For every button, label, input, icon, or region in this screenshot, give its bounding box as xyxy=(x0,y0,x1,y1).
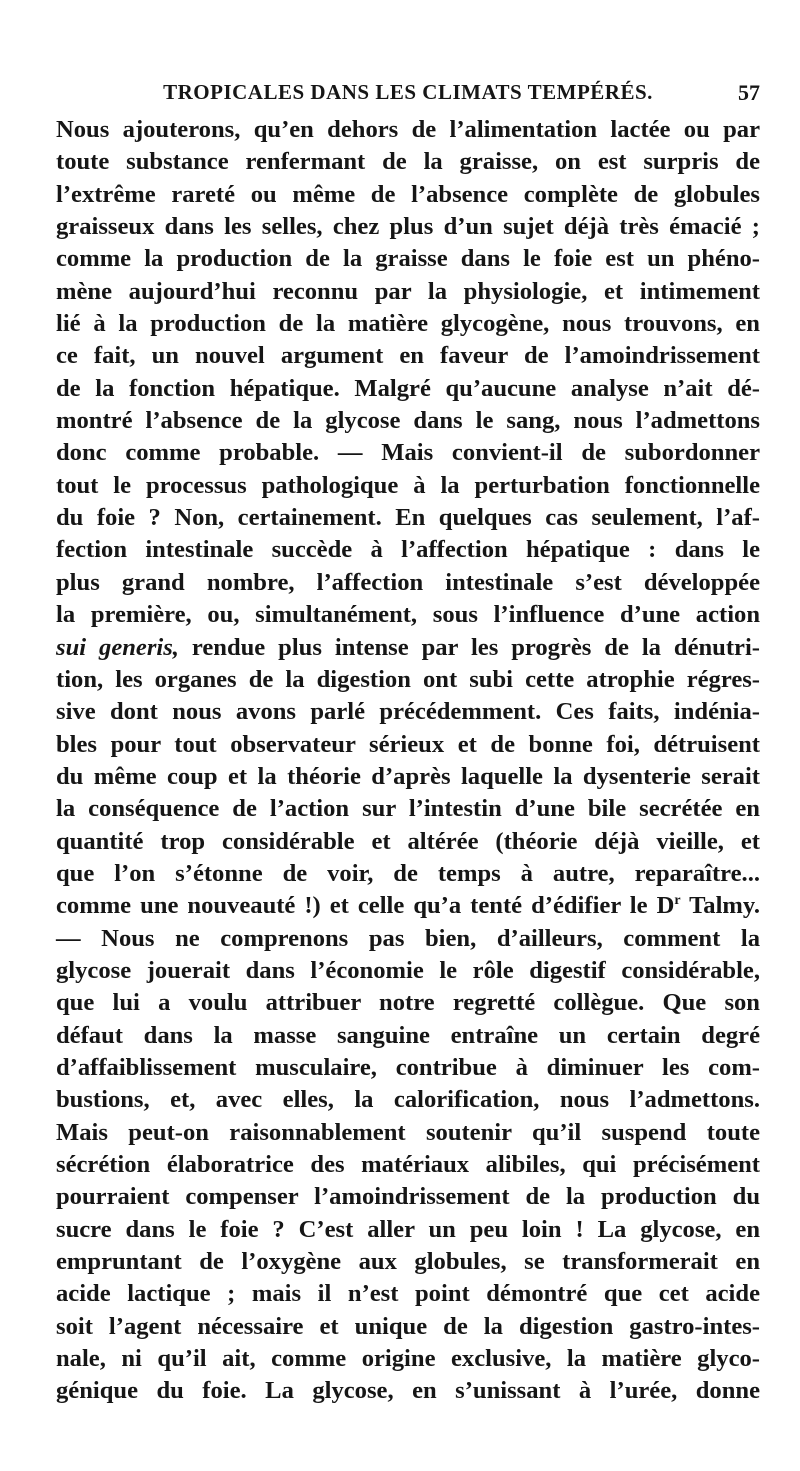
book-page xyxy=(56,78,760,1408)
text-line: comme la production de la graisse dans le foie est un phéno- xyxy=(56,245,760,273)
text-line: tout le processus pathologique à la perturbation fonctionnelle xyxy=(56,471,760,499)
doctor-name: Talmy. xyxy=(680,892,761,920)
text-line: acide lactique ; mais il n’est point démontré que cet acide xyxy=(56,1280,760,1308)
text-line: soit l’agent nécessaire et unique de la digestion gastro-intes- xyxy=(56,1312,760,1340)
text-line: la première, ou, simultanément, sous l’influence d’une action xyxy=(56,601,760,629)
text-line: toute substance renfermant de la graisse, on est surpris de xyxy=(56,148,760,176)
text-line: fection intestinale succède à l’affection hépatique : dans le xyxy=(56,536,760,564)
text-line-italic-phrase xyxy=(56,632,760,664)
text-line: défaut dans la masse sanguine entraîne un certain degré xyxy=(56,1021,760,1049)
running-title: TROPICALES DANS LES CLIMATS TEMPÉRÉS. xyxy=(163,80,653,104)
text-line: mène aujourd’hui reconnu par la physiologie, et intimement xyxy=(56,277,760,305)
text-line: plus grand nombre, l’affection intestinale s’est développée xyxy=(56,568,760,596)
text-line: donc comme probable. — Mais convient-il de subordonner xyxy=(56,439,760,467)
text-line: bles pour tout observateur sérieux et de bonne foi, détruisent xyxy=(56,730,760,758)
line-text: comme une nouveauté !) et celle qu’a tenté d’édifier le xyxy=(56,892,648,920)
text-line: d’affaiblissement musculaire, contribue à diminuer les com- xyxy=(56,1053,760,1081)
text-line: Nous ajouterons, qu’en dehors de l’alimentation lactée ou par xyxy=(56,116,760,143)
line-remainder: rendue plus intense par les progrès de la dénutri- xyxy=(178,633,760,661)
text-line: quantité trop considérable et altérée (théorie déjà vieille, et xyxy=(56,827,760,855)
latin-phrase: sui generis, xyxy=(56,633,179,661)
text-line-with-author xyxy=(56,890,760,922)
text-line: génique du foie. La glycose, en s’unissant à l’urée, donne xyxy=(56,1377,760,1405)
text-line: de la fonction hépatique. Malgré qu’aucune analyse n’ait dé- xyxy=(56,374,760,402)
text-line: du foie ? Non, certainement. En quelques cas seulement, l’af- xyxy=(56,504,760,532)
page-number: 57 xyxy=(738,80,760,105)
text-line: pourraient compenser l’amoindrissement de la production du xyxy=(56,1183,760,1211)
text-line: — Nous ne comprenons pas bien, d’ailleurs, comment la xyxy=(56,924,760,952)
text-line: sive dont nous avons parlé précédemment. Ces faits, indénia- xyxy=(56,698,760,726)
text-line: l’extrême rareté ou même de l’absence complète de globules xyxy=(56,180,760,208)
text-line: graisseux dans les selles, chez plus d’un sujet déjà très émacié ; xyxy=(56,213,760,241)
text-line: montré l’absence de la glycose dans le sang, nous l’admettons xyxy=(56,407,760,435)
body-text xyxy=(56,114,760,1408)
text-line: Mais peut-on raisonnablement soutenir qu’il suspend toute xyxy=(56,1118,760,1146)
text-line: tion, les organes de la digestion ont subi cette atrophie régres- xyxy=(56,665,760,693)
text-line: que l’on s’étonne de voir, de temps à autre, reparaître... xyxy=(56,859,760,887)
text-line: la conséquence de l’action sur l’intestin d’une bile secrétée en xyxy=(56,795,760,823)
text-line: nale, ni qu’il ait, comme origine exclusive, la matière glyco- xyxy=(56,1345,760,1373)
text-line: sucre dans le foie ? C’est aller un peu loin ! La glycose, en xyxy=(56,1215,760,1243)
text-line: ce fait, un nouvel argument en faveur de l’amoindrissement xyxy=(56,342,760,370)
text-line: empruntant de l’oxygène aux globules, se transformerait en xyxy=(56,1248,760,1276)
doctor-abbrev: D xyxy=(656,892,675,920)
text-line: que lui a voulu attribuer notre regretté collègue. Que son xyxy=(56,989,760,1017)
doctor-sup: r xyxy=(674,893,681,909)
text-line: bustions, et, avec elles, la calorification, nous l’admettons. xyxy=(56,1086,760,1114)
text-line: sécrétion élaboratrice des matériaux alibiles, qui précisément xyxy=(56,1151,760,1178)
page-header xyxy=(56,78,760,112)
text-line: du même coup et la théorie d’après laquelle la dysenterie serait xyxy=(56,762,760,790)
text-line: glycose jouerait dans l’économie le rôle digestif considérable, xyxy=(56,956,760,984)
text-line: lié à la production de la matière glycogène, nous trouvons, en xyxy=(56,310,760,338)
